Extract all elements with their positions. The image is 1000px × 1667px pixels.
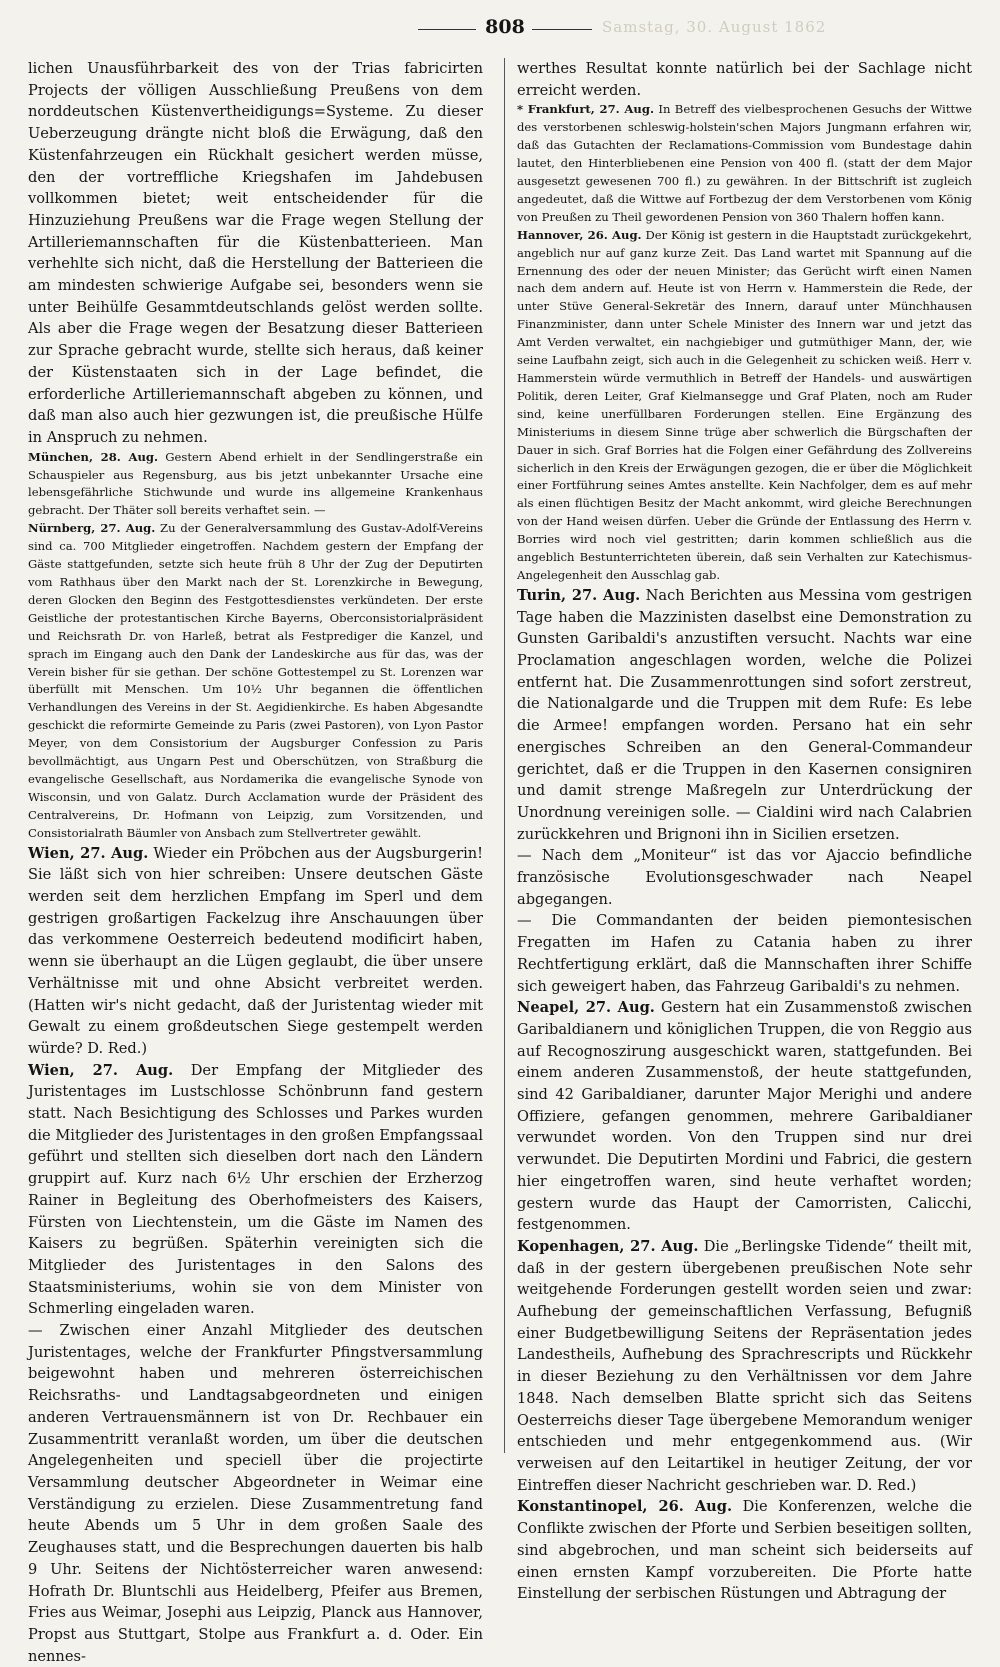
article-dateline: Konstantinopel, 26. Aug. bbox=[517, 1498, 733, 1516]
article-paragraph bbox=[28, 1060, 483, 1320]
article-dateline: Hannover, 26. Aug. bbox=[517, 227, 642, 242]
article-text: — Nach dem „Moniteur“ ist das vor Ajaccio befindliche französische Evolutionsgeschwader nach Neapel abgegangen. bbox=[517, 847, 972, 908]
right-column bbox=[517, 58, 973, 1603]
article-text: In Betreff des vielbesprochenen Gesuchs der Wittwe des verstorbenen schleswig-holstein'schen Majors Jungmann erfahren wir, daß das Gutachten der Reclamations-Commission vom Bundestage dahin lautet, den Hinterbliebenen eine Pension von 400 fl. (statt der dem Major ausgesetzt gewesenen 700 fl.) zu gewähren. In der Bittschrift ist zugleich angedeutet, daß die Wittwe auf Fortbezug der dem Verstorbenen vom König von Preußen zu Theil gewordenen Pension von 360 Thalern hoffen kann. bbox=[517, 102, 972, 224]
article-text: Die Konferenzen, welche die Conflikte zwischen der Pforte und Serbien beseitigen sollten, sind abgebrochen, und man scheint sich beiderseits auf einen ernsten Kampf vorzubereiten. Die Pforte hatte Einstellung der serbischen Rüstungen und Abtragung der bbox=[517, 1498, 973, 1603]
article-dateline: * Frankfurt, 27. Aug. bbox=[517, 102, 654, 117]
article-dateline: Neapel, 27. Aug. bbox=[517, 999, 655, 1017]
article-paragraph bbox=[517, 1236, 972, 1496]
article-text: Der König ist gestern in die Hauptstadt zurückgekehrt, angeblich nur auf ganz kurze Zeit. Das Land wartet mit Spannung auf die Ernennung des oder der neuen Minister; das Gerücht wirft einen Namen nach dem andern auf. Heute ist von Herrn v. Hammerstein die Rede, der unter Stüve General-Sekretär des Innern, darauf unter Münchhausen Finanzminister, dann unter Schele Minister des Innern war und jetzt das Amt Verden verwaltet, ein nachgiebiger und gutmüthiger Mann, der, wie seine Laufbahn zeigt, sich auch in die Gelegenheit zu schicken weiß. Herr v. Hammerstein würde vermuthlich in Betreff der Handels- und auswärtigen Politik, deren Leiter, Graf Kielmansegge und Graf Platen, noch am Ruder sind, keine unerfüllbaren Forderungen stellen. Eine Ergänzung des Ministeriums in diesem Sinne trüge aber schwerlich die Bürgschaften der Dauer in sich. Graf Borries hat die Folgen einer Gefährdung des Zollvereins sicherlich in den Kreis der Erwägungen gezogen, die er über die Möglichkeit einer Fortführung seines Amtes anstellte. Kein Nachfolger, dem es auf mehr als einen flüchtigen Besitz der Macht ankommt, wird gleiche Berechnungen von der Hand weisen dürfen. Ueber die Gründe der Entlassung des Herrn v. Borries wird noch viel gestritten; darin kommen schließlich aus die angeblich Bestunterrichteten überein, daß sein Verhalten zur Katechismus-Angelegenheit den Ausschlag gab. bbox=[517, 227, 972, 582]
article-paragraph bbox=[28, 58, 483, 449]
article-dateline: Wien, 27. Aug. bbox=[28, 1061, 174, 1079]
article-dateline: Nürnberg, 27. Aug. bbox=[28, 521, 156, 536]
article-paragraph bbox=[517, 1496, 972, 1605]
article-text: — Die Commandanten der beiden piemontesischen Fregatten im Hafen zu Catania haben zu ihrer Rechtfertigung erklärt, daß die Mannschaften ihrer Schiffe sich geweigert haben, das Fahrzeug Garibaldi's zu nehmen. bbox=[517, 912, 972, 995]
header-rule-left bbox=[418, 29, 476, 30]
article-dateline: Wien, 27. Aug. bbox=[28, 844, 149, 862]
article-paragraph bbox=[517, 58, 972, 101]
article-text: Gestern Abend erhielt in der Sendlingerstraße ein Schauspieler aus Regensburg, aus bis jetzt unbekannter Ursache eine lebensgefährliche Stichwunde und wurde ins allgemeine Krankenhaus gebracht. Der Thäter soll bereits verhaftet sein. — bbox=[28, 449, 483, 518]
article-text: Gestern hat ein Zusammenstoß zwischen Garibaldianern und königlichen Truppen, die von Reggio aus auf Recognoszirung ausgeschickt waren, stattgefunden. Bei einem anderen Zusammenstoß, der heute stattgefunden, sind 42 Garibaldianer, darunter Major Merighi und andere Offiziere, gefangen genommen, mehrere Garibaldianer verwundet worden. Von den Truppen sind nur drei verwundet. Die Deputirten Mordini und Fabrici, die gestern hier eingetroffen waren, sind heute verhaftet worden; gestern wurde das Haupt der Camorristen, Calicchi, festgenommen. bbox=[517, 999, 972, 1234]
left-column bbox=[28, 58, 483, 1665]
article-paragraph bbox=[517, 910, 972, 997]
page-number: 808 bbox=[485, 16, 525, 38]
article-paragraph bbox=[517, 997, 972, 1236]
bleed-through-text: Samstag, 30. August 1862 bbox=[602, 18, 827, 36]
article-paragraph bbox=[517, 101, 972, 226]
article-text: lichen Unausführbarkeit des von der Trias fabricirten Projects der völligen Ausschließung Preußens von dem norddeutschen Küstenvertheidigungs=Systeme. Zu dieser Ueberzeugung drängte nicht bloß die Erwägung, daß den Küstenfahrzeugen ein Rückhalt gesichert werden müsse, den der vortreffliche Kriegshafen im Jahdebusen vollkommen bietet; weit entscheidender für die Hinzuziehung Preußens war die Frage wegen Stellung der Artilleriemannschaften für die Küstenbatterieen. Man verhehlte sich nicht, daß die Herstellung der Batterieen die am mindesten schwierige Aufgabe sei, besonders wenn sie unter Beihülfe Gesammtdeutschlands gelöst werden sollte. Als aber die Frage wegen der Besatzung dieser Batterieen zur Sprache gebracht wurde, stellte sich heraus, daß keiner der Küstenstaaten sich in der Lage befindet, die erforderliche Artilleriemannschaft abgeben zu können, und daß man also auch hier gezwungen ist, die preußische Hülfe in Anspruch zu nehmen. bbox=[28, 60, 483, 446]
article-text: Zu der Generalversammlung des Gustav-Adolf-Vereins sind ca. 700 Mitglieder eingetroffen. Nachdem gestern der Empfang der Gäste stattgefunden, setzte sich heute früh 8 Uhr der Zug der Deputirten vom Rathhaus über den Markt nach der St. Lorenzkirche in Bewegung, deren Glocken den Beginn des Festgottesdienstes verkündeten. Der erste Geistliche der protestantischen Kirche Bayerns, Oberconsistorialpräsident und Reichsrath Dr. von Harleß, betrat als Festprediger die Kanzel, und sprach im Eingang auch den Dank der Landeskirche aus für das, was der Verein bisher für sie gethan. Der schöne Gottestempel zu St. Lorenzen war überfüllt mit Menschen. Um 10½ Uhr begannen die öffentlichen Verhandlungen des Vereins in der St. Aegidienkirche. Es haben Abgesandte geschickt die reformirte Gemeinde zu Paris (zwei Pastoren), von Lyon Pastor Meyer, von dem Consistorium der Augsburger Confession zu Paris bevollmächtigt, aus Ungarn Pest und Oberschützen, von Straßburg die evangelische Gesellschaft, aus Nordamerika die evangelische Synode von Wisconsin, und von Galatz. Durch Acclamation wurde der Präsident des Centralvereins, Dr. Hofmann von Leipzig, zum Vorsitzenden, und Consistorialrath Bäumler von Ansbach zum Stellvertreter gewählt. bbox=[28, 521, 483, 840]
article-dateline: Turin, 27. Aug. bbox=[517, 586, 641, 604]
article-text: Nach Berichten aus Messina vom gestrigen Tage haben die Mazzinisten daselbst eine Demonstration zu Gunsten Garibaldi's anzustiften versucht. Nachts war eine Proclamation angeschlagen worden, welche die Polizei entfernt hat. Die Zusammenrottungen sind sofort zerstreut, die Nationalgarde und die Truppen mit dem Rufe: Es lebe die Armee! empfangen worden. Persano hat ein sehr energisches Schreiben an den General-Commandeur gerichtet, daß er die Truppen in den Kasernen consigniren und damit strenge Maßregeln zur Unterdrückung der Unordnung vereinigen solle. — Cialdini wird nach Calabrien zurückkehren und Brignoni ihn in Sicilien ersetzen. bbox=[517, 586, 973, 843]
article-paragraph bbox=[517, 585, 972, 845]
article-text: Wieder ein Pröbchen aus der Augsburgerin! Sie läßt sich von hier schreiben: Unsere deutschen Gäste werden seit dem herzlichen Empfang im Sperl und dem gestrigen großartigen Fackelzug ihre Anschauungen über das verkommene Oesterreich bedeutend modificirt haben, wenn sie überhaupt an die Lügen geglaubt, die über unsere Verhältnisse mit und ohne Absicht verbreitet werden. (Hatten wir's nicht gedacht, daß der Juristentag wieder mit Gewalt zu einem großdeutschen Siege gestempelt werden würde? D. Red.) bbox=[28, 844, 483, 1057]
column-divider bbox=[504, 58, 505, 1453]
article-paragraph bbox=[517, 845, 972, 910]
article-text: — Zwischen einer Anzahl Mitglieder des deutschen Juristentages, welche der Frankfurter Pfingstversammlung beigewohnt haben und mehreren österreichischen Reichsraths- und Landtagsabgeordneten und einigen anderen Vertrauensmännern ist von Dr. Rechbauer ein Zusammentritt veranlaßt worden, um über die deutschen Angelegenheiten und speciell über die projectirte Versammlung deutscher Abgeordneter in Weimar eine Verständigung zu erzielen. Diese Zusammentretung fand heute Abends um 5 Uhr in dem großen Saale des Zeughauses statt, und die Besprechungen dauerten bis halb 9 Uhr. Seitens der Nichtösterreicher waren anwesend: Hofrath Dr. Bluntschli aus Heidelberg, Pfeifer aus Bremen, Fries aus Weimar, Josephi aus Leipzig, Planck aus Hannover, Propst aus Stuttgart, Stolpe aus Frankfurt a. d. Oder. Ein nennes- bbox=[28, 1322, 483, 1665]
article-text: Der Empfang der Mitglieder des Juristentages im Lustschlosse Schönbrunn fand gestern statt. Nach Besichtigung des Schlosses und Parkes wurden die Mitglieder des Juristentages in den großen Empfangssaal geführt und stellten sich dieselben dort nach den Ländern gruppirt auf. Kurz nach 6½ Uhr erschien der Erzherzog Rainer in Begleitung des Oberhofmeisters des Kaisers, Fürsten von Liechtenstein, um die Gäste im Namen des Kaisers zu begrüßen. Späterhin vereinigten sich die Mitglieder des Juristentages in den Salons des Staatsministeriums, wohin sie von dem Minister von Schmerling eingeladen waren. bbox=[28, 1061, 483, 1318]
article-text: Die „Berlingske Tidende“ theilt mit, daß in der gestern übergebenen preußischen Note sehr weitgehende Forderungen gestellt worden seien und zwar: Aufhebung der gemeinschaftlichen Verfassung, Befugniß einer Budgetbewilligung Seitens der Repräsentation jedes Landestheils, Aufhebung des Sprachrescripts und Rückkehr in dieser Beziehung zu den Verhältnissen vor dem Jahre 1848. Nach demselben Blatte spricht sich das Seitens Oesterreichs dieser Tage übergebene Memorandum weniger entschieden und mehr entgegenkommend aus. (Wir verweisen auf den Leitartikel in heutiger Zeitung, der vor Eintreffen dieser Nachricht geschrieben war. D. Red.) bbox=[517, 1237, 973, 1494]
article-paragraph bbox=[28, 843, 483, 1060]
article-paragraph bbox=[517, 227, 972, 585]
header-rule-right bbox=[532, 29, 592, 30]
article-dateline: München, 28. Aug. bbox=[28, 449, 159, 464]
article-paragraph bbox=[28, 1320, 483, 1667]
article-dateline: Kopenhagen, 27. Aug. bbox=[517, 1237, 699, 1255]
page-header bbox=[0, 12, 1000, 46]
article-paragraph bbox=[28, 520, 483, 842]
article-text: werthes Resultat konnte natürlich bei der Sachlage nicht erreicht werden. bbox=[517, 60, 972, 99]
article-paragraph bbox=[28, 449, 483, 521]
